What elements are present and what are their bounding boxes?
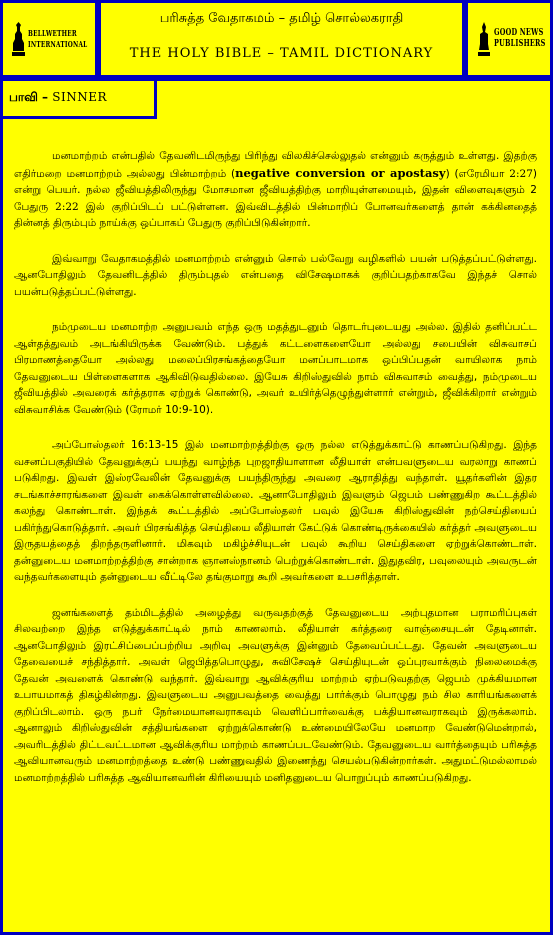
term-separator: – — [42, 90, 49, 104]
paragraph-5: ஜனங்களைத் தம்மிடத்தில் அழைத்து வருவதற்குத் தேவனுடைய அற்புதமான பராமரிப்புகள் சிலவற்றை இந்த எடுத்துக்காட்டில் நாம் காணலாம். லீதியாள் கர்த்தரை வாஞ்சையுடன் தேடினாள். ஆனபோதிலும் இரட்சிப்பைப்பற்றிய அறிவு அவளுக்கு இன்னும் தேவைப்பட்டது. தேவன் அவளுடைய தேவையைச் சந்தித்தார். அவள் ஜெபித்தபொழுது, சுவிசேஷச் செய்தியுடன் ஒப்புரவாக்கும் நிலைமைக்கு தேவன் அவளைக் கொண்டு வந்தார். இவ்வாறு ஆவிக்குரிய மாற்றம் ஏற்படுவதற்கு ஜெபம் முக்கியமான உபாயமாகத் திகழ்கின்றது. இவளுடைய அனுபவத்தை வைத்து பார்க்கும் பொழுது நம் சில காரியங்களைக் குறிப்பிடலாம். ஒரு நபர் நேர்மையானவராகவும் வெளிப்பார்வைக்கு பக்தியானவராகவும் இருக்கலாம். ஆனாலும் கிறிஸ்துவின் சத்தியங்களை ஏற்றுக்கொண்டு உண்மையிலேயே மனமாற வேண்டுமென்றால், அவரிடத்தில் திட்டவட்டமான ஆவிக்குரிய மாற்றம் காணப்படவேண்டும். தேவனுடைய வார்த்தையும் பரிசுத்த ஆவியானவரும் மனமாற்றத்தை உண்டு பண்ணுவதில் இணைந்து செயல்படுகின்றார்கள். அதுமட்டுமல்லாமல் மனமாற்றத்தில் பரிசுத்த ஆவியானவரின் கிரியையும் மனிதனுடைய பொறுப்பும் காணப்படுகிறது. — [14, 606, 537, 784]
header-title-tamil: பரிசுத்த வேதாகமம் – தமிழ் சொல்லகராதி — [159, 11, 404, 26]
paragraph-3: நம்முடைய மனமாற்ற அனுபவம் எந்த ஒரு மதத்துடனும் தொடர்புடையது அல்ல. இதில் தனிப்பட்ட ஆள்தத்துவம் அடங்கியிருக்க வேண்டும். பத்துக் கட்டளைகளையோ அல்லது சபையின் விசுவாசப் பிரமாணத்தையோ அல்லது மலைப்பிரசங்கத்தையோ மனப்பாடமாக ஒப்பிப்பதன் வாயிலாக நாம் தேவனுடைய பிள்ளைகளாக ஆகிவிடுவதில்லை. இயேசு கிறிஸ்துவில் நாம் விசுவாசம் வைத்து, நம்முடைய ஜீவியத்தில் அவரைக் கர்த்தராக ஏற்றுக் கொண்டு, அவர் உயிர்த்தெழுந்துள்ளார் என்றும், ஜீவிக்கிறார் என்றும் விசுவாசிக்க வேண்டும் (ரோமர் 10:9-10). — [14, 321, 537, 416]
term-heading — [9, 90, 107, 106]
term-english: SINNER — [52, 90, 107, 104]
paragraph-1-reference-a: 2:27 — [509, 167, 533, 180]
header-title-box — [98, 0, 465, 78]
logo-left-line1: BELLWETHER — [28, 28, 77, 38]
paragraph-1-english-term: negative conversion or apostasy — [235, 165, 446, 180]
paragraph-1 — [14, 148, 537, 232]
paragraph-1-text-c: ) (எரேமியா — [445, 167, 510, 180]
logo-right-line2: PUBLISHERS — [493, 39, 546, 49]
paragraph-1-text-e: ) என்று பெயர். நல்ல ஜீவியத்திலிருந்து மோசமான ஜீவியத்திற்கு மாறியுள்ளமையும், இதன் விளைவுகளும் 2 பேதுரு — [14, 167, 537, 213]
logo-right-box — [465, 0, 553, 78]
paragraph-4: அப்போஸ்தலர் 16:13-15 இல் மனமாற்றத்திற்கு ஒரு நல்ல எடுத்துக்காட்டு காணப்படுகிறது. இந்த வசனப்பகுதியில் தேவனுக்குப் பயந்து வாழ்ந்த புறஜாதியாளான லீதியாள் என்பவளுடைய வரலாறு காணப் படுகிறது. இவள் இஸ்ரவேலின் தேவனுக்கு பயந்திருந்து அவரை ஆராதித்து வந்தாள். யூதர்களின் இதர சடங்காச்சாரங்களை இவள் கைக்கொள்ளவில்லை. ஆனாபோதிலும் இவளும் ஜெபம் பண்ணுகிற கூட்டத்தில் கலந்து கொண்டாள். இந்தக் கூட்டத்தில் அப்போஸ்தலர் பவுல் இயேசு கிறிஸ்துவின் நற்செய்தியைப் பகிர்ந்துகொடுத்தார். அவர் பிரசங்கித்த செய்தியை லீதியாள் கேட்டுக் கொண்டிருக்கையில் கர்த்தர் அவளுடைய இருதயத்தைத் திறந்தருளினார். மிகவும் மகிழ்ச்சியுடன் பவுல் கூறிய செய்திகளை ஏற்றுக்கொண்டாள். தன்னுடைய மனமாற்றத்திற்கு சான்றாக ஞானஸ்நானம் பெற்றுக்கொண்டாள். இதுதவிர, பவுலையும் அவருடன் வந்தவர்களையும் தன்னுடைய வீட்டிலே தங்குமாறு கூறி அவர்களை உபசரித்தாள். — [14, 439, 537, 583]
header-title-english: THE HOLY BIBLE – TAMIL DICTIONARY — [129, 46, 434, 61]
logo-right-line1: GOOD NEWS — [493, 28, 543, 38]
paragraph-1-reference-b: 2:22 — [55, 200, 79, 213]
article-body — [14, 148, 537, 805]
logo-left-box — [0, 0, 98, 78]
term-box — [0, 78, 157, 119]
paragraph-2: இவ்வாறு வேதாகமத்தில் மனமாற்றம் என்னும் சொல் பல்வேறு வழிகளில் பயன் படுத்தப்பட்டுள்ளது. ஆனபோதிலும் தேவனிடத்தில் திரும்புதல் என்பதை விசேஷமாகக் குறிப்பதற்காகவே இந்தச் சொல் பயன்படுத்தப்பட்டுள்ளது. — [14, 252, 537, 298]
good-news-logo-icon — [477, 20, 491, 58]
bellwether-logo-icon — [12, 21, 25, 57]
paragraph-1-text-g: இல் குறிப்பிடப் பட்டுள்ளன. இவ்விடத்தில் பின்மாறிப் போனவர்களைத் தான் கக்கினதைத் தின்னத் திரும்பும் நாய்க்கு ஒப்பாகப் பேதுரு குறிப்பிடுகின்றார். — [14, 200, 537, 229]
term-tamil: பாவி — [9, 90, 38, 104]
logo-left-line2: INTERNATIONAL — [28, 39, 88, 49]
paragraph-1-text-a: மனமாற்றம் என்பதில் தேவனிடமிருந்து பிரிந்து விலகிச்செல்லுதல் என்னும் கருத்தும் உள்ளது. இதற்கு எதிர்மறை மனமாற்றம் அல்லது பின்மாற்றம் ( — [14, 150, 537, 180]
